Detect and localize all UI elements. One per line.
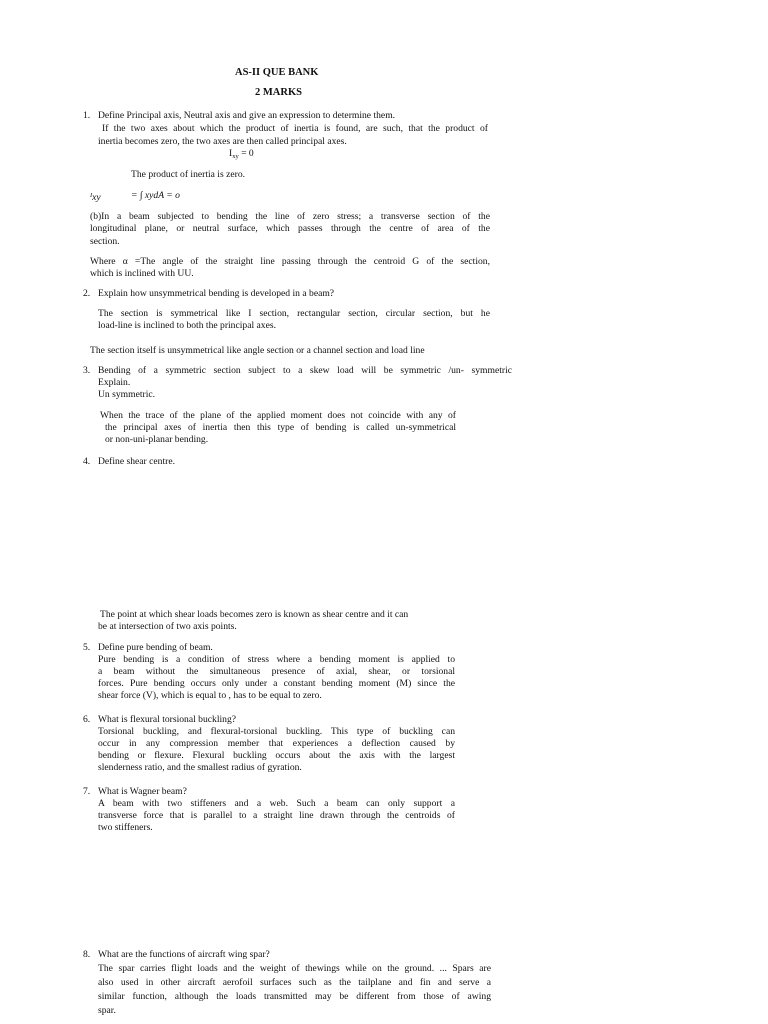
q3-question-line: Explain. (98, 377, 131, 388)
q3-answer-line: When the trace of the plane of the applied moment does not coincide with any of (100, 410, 456, 421)
q6-question: What is flexural torsional buckling? (98, 714, 237, 725)
q7-answer-line: two stiffeners. (98, 822, 153, 833)
q6-answer-line: Torsional buckling, and flexural-torsional buckling. This type of buckling can (98, 726, 455, 737)
page-title: AS-II QUE BANK (235, 67, 319, 78)
q1-equation-ixy: $I_{xy} = 0$ (229, 148, 254, 160)
q8-number: 8. (83, 949, 91, 960)
q8-answer-line: also used in other aircraft aerofoil surfaces such as the tailplane and fin and serve a (98, 977, 491, 988)
q1-answer-line: If the two axes about which the product of inertia is found, are such, that the product of (102, 123, 488, 134)
q4-number: 4. (83, 456, 91, 467)
q1-b-line: longitudinal plane, or neutral surface, which passes through the centre of area of the (90, 223, 490, 234)
q1-equation-integral-label: $^I$xy (90, 192, 101, 203)
q8-answer-line: similar function, although the loads transmitted may be different from those of awing (98, 991, 491, 1002)
q6-answer-line: occur in any compression member that experiences a deflection caused by (98, 738, 455, 749)
q5-answer-line: Pure bending is a condition of stress where a bending moment is applied to (98, 654, 455, 665)
q7-number: 7. (83, 786, 91, 797)
q3-question-line: Bending of a symmetric section subject to a skew load will be symmetric /un- symmetric (98, 365, 512, 376)
q1-where-line: Where α =The angle of the straight line passing through the centroid G of the section, (90, 256, 490, 267)
q8-answer-line: spar. (98, 1005, 116, 1016)
q4-question: Define shear centre. (98, 456, 175, 467)
q1-product-text: The product of inertia is zero. (131, 169, 246, 180)
q3-short-answer: Un symmetric. (98, 389, 156, 400)
q5-answer-line: shear force (V), which is equal to , has to be equal to zero. (98, 690, 322, 701)
q4-answer-line: be at intersection of two axis points. (98, 621, 237, 632)
q2-answer-line: load-line is inclined to both the principal axes. (98, 320, 276, 331)
q5-number: 5. (83, 642, 91, 653)
q1-b-line: (b)In a beam subjected to bending the line of zero stress; a transverse section of the (90, 211, 490, 222)
q8-question: What are the functions of aircraft wing spar? (98, 949, 270, 960)
q1-number: 1. (83, 110, 91, 121)
q6-answer-line: slenderness ratio, and the smallest radius of gyration. (98, 762, 302, 773)
q2-answer-line: The section is symmetrical like I section, rectangular section, circular section, but he (98, 308, 490, 319)
q1-question: Define Principal axis, Neutral axis and give an expression to determine them. (98, 110, 396, 121)
q1-where-line: which is inclined with UU. (90, 268, 194, 279)
q6-answer-line: bending or flexure. Flexural buckling occurs about the axis with the largest (98, 750, 455, 761)
q5-answer-line: a beam without the simultaneous presence of axial, shear, or torsional (98, 666, 455, 677)
q5-answer-line: forces. Pure bending occurs only under a constant bending moment (M) since the (98, 678, 455, 689)
q3-answer-line: or non-uni-planar bending. (105, 434, 209, 445)
q8-answer-line: The spar carries flight loads and the weight of thewings while on the ground. ... Spars are (98, 963, 491, 974)
q2-number: 2. (83, 288, 91, 299)
q1-equation-integral: = ∫ xydA = o (131, 190, 180, 201)
q7-answer-line: transverse force that is parallel to a straight line drawn through the centroids of (98, 810, 455, 821)
q3-answer-line: the principal axes of inertia then this type of bending is called un-symmetrical (105, 422, 456, 433)
q4-answer-line: The point at which shear loads becomes zero is known as shear centre and it can (100, 609, 409, 620)
q2-question: Explain how unsymmetrical bending is developed in a beam? (98, 288, 335, 299)
q3-number: 3. (83, 365, 91, 376)
q5-question: Define pure bending of beam. (98, 642, 213, 653)
page-subtitle: 2 MARKS (255, 87, 302, 98)
q1-b-line: section. (90, 236, 120, 247)
q7-question: What is Wagner beam? (98, 786, 187, 797)
q6-number: 6. (83, 714, 91, 725)
q7-answer-line: A beam with two stiffeners and a web. Such a beam can only support a (98, 798, 455, 809)
q1-answer-line: inertia becomes zero, the two axes are then called principal axes. (98, 136, 347, 147)
q2-answer-line: The section itself is unsymmetrical like angle section or a channel section and load line (90, 345, 425, 356)
